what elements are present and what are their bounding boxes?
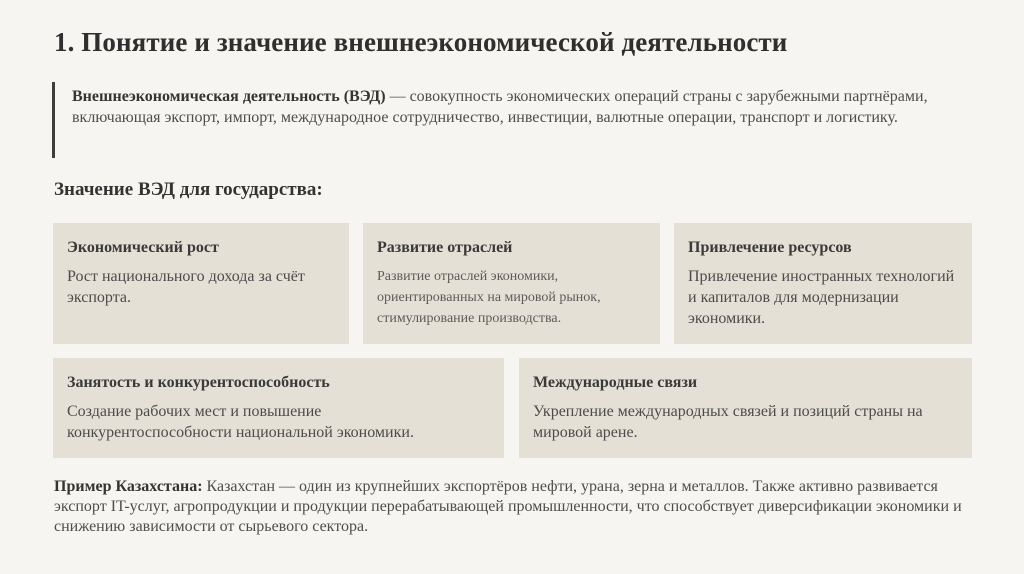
example-text: Казахстан — один из крупнейших экспортёров нефти, урана, зерна и металлов. Также активно развивается экспорт IT-услуг, агропродукции и продукции перерабатывающей промышленности, что способствует диверсификации экономики и снижению зависимости от сырьевого сектора. [54, 478, 962, 535]
card-text: Привлечение иностранных технологий и капиталов для модернизации экономики. [688, 268, 955, 327]
card-international-relations [519, 358, 972, 458]
card-text: Укрепление международных связей и позиций страны на мировой арене. [533, 403, 923, 441]
page-title: 1. Понятие и значение внешнеэкономической деятельности [54, 27, 788, 57]
card-resource-attraction [674, 223, 972, 344]
definition-block [52, 82, 955, 158]
card-title: Развитие отраслей [377, 239, 513, 256]
example-paragraph [54, 477, 964, 537]
card-title: Экономический рост [67, 239, 219, 256]
card-text: Рост национального дохода за счёт экспорта. [67, 268, 305, 306]
card-text: Развитие отраслей экономики, ориентированных на мировой рынок, стимулирование производства. [377, 269, 601, 326]
definition-term: Внешнеэкономическая деятельность (ВЭД) [72, 88, 386, 105]
card-industry-development [363, 223, 660, 344]
card-economic-growth [53, 223, 349, 344]
card-text: Создание рабочих мест и повышение конкурентоспособности национальной экономики. [67, 403, 414, 441]
card-title: Привлечение ресурсов [688, 239, 852, 256]
example-label: Пример Казахстана: [54, 478, 203, 495]
section-subtitle: Значение ВЭД для государства: [54, 179, 323, 200]
card-employment-competitiveness [53, 358, 504, 458]
card-title: Занятость и конкурентоспособность [67, 374, 330, 391]
card-title: Международные связи [533, 374, 698, 391]
definition-text [72, 86, 942, 128]
definition-description: — совокупность экономических операций страны с зарубежными партнёрами, включающая экспорт, импорт, международное сотрудничество, инвестиции, валютные операции, транспорт и логистику. [72, 88, 928, 126]
